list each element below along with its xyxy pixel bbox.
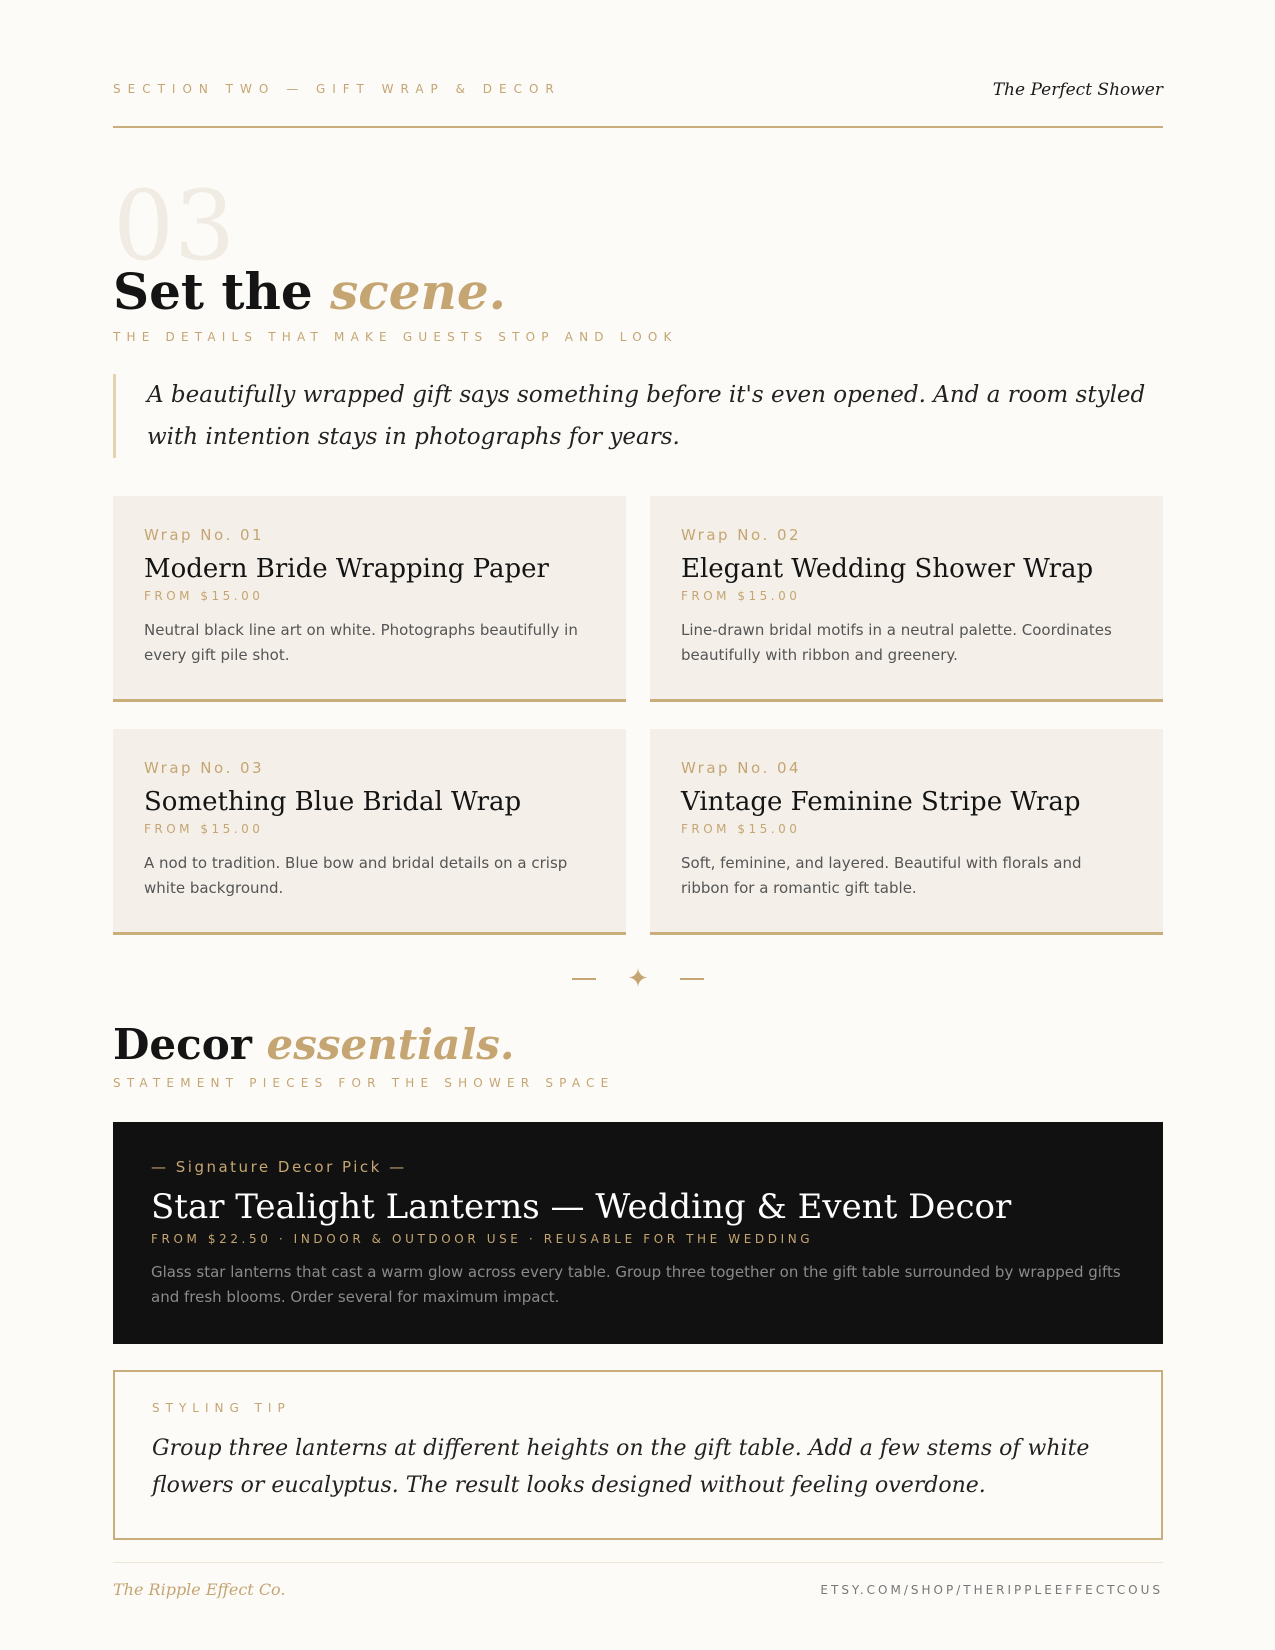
wrap-card-price: FROM $15.00	[144, 589, 264, 603]
feature-kicker: — Signature Decor Pick —	[151, 1158, 407, 1176]
section-heading	[113, 262, 506, 322]
wrap-card-label: Wrap No. 03	[144, 759, 265, 777]
section-heading-accent: scene.	[330, 262, 507, 321]
pull-quote-text: A beautifully wrapped gift says something before it's even opened. And a room styled with intention stays in photographs for years.	[147, 382, 1146, 450]
wrap-card	[113, 729, 626, 935]
wrap-card-description: Line-drawn bridal motifs in a neutral palette. Coordinates beautifully with ribbon and greenery.	[681, 621, 1112, 664]
section-subtitle: THE DETAILS THAT MAKE GUESTS STOP AND LOOK	[113, 330, 678, 344]
wrap-card	[650, 496, 1163, 702]
decor-heading	[113, 1020, 515, 1070]
page-header	[113, 80, 1163, 102]
footer-brand: The Ripple Effect Co.	[113, 1580, 286, 1599]
page	[113, 0, 1163, 1650]
wrap-card-label: Wrap No. 02	[681, 526, 802, 544]
brand-title: The Perfect Shower	[992, 80, 1163, 100]
wrap-card-label: Wrap No. 01	[144, 526, 265, 544]
wrap-card-label: Wrap No. 04	[681, 759, 802, 777]
styling-tip-label: STYLING TIP	[152, 1401, 291, 1415]
styling-tip-box	[113, 1370, 1163, 1540]
wrap-card-title: Vintage Feminine Stripe Wrap	[681, 787, 1081, 817]
decor-heading-plain: Decor	[113, 1020, 267, 1069]
wrap-card-title: Something Blue Bridal Wrap	[144, 787, 522, 817]
section-heading-plain: Set the	[113, 262, 331, 321]
section-number: 03	[113, 170, 236, 282]
footer-shop-link[interactable]: ETSY.COM/SHOP/THERIPPLEEFFECTCOUS	[820, 1583, 1163, 1597]
ornament-divider	[113, 964, 1163, 994]
footer-divider	[113, 1562, 1163, 1563]
divider-dash-right	[680, 978, 704, 980]
feature-title: Star Tealight Lanterns — Wedding & Event Decor	[151, 1187, 1012, 1227]
section-label: SECTION TWO — GIFT WRAP & DECOR	[113, 82, 561, 96]
wrap-card-title: Elegant Wedding Shower Wrap	[681, 554, 1094, 584]
wrap-card-description: Soft, feminine, and layered. Beautiful with florals and ribbon for a romantic gift table.	[681, 854, 1082, 897]
wrap-card-description: Neutral black line art on white. Photographs beautifully in every gift pile shot.	[144, 621, 578, 664]
header-divider	[113, 126, 1163, 128]
feature-description: Glass star lanterns that cast a warm glow across every table. Group three together on the gift table surrounded by wrapped gifts and fresh blooms. Order several for maximum impact.	[151, 1263, 1121, 1306]
wrap-card	[113, 496, 626, 702]
wrap-card-price: FROM $15.00	[681, 822, 801, 836]
wrap-card-description: A nod to tradition. Blue bow and bridal details on a crisp white background.	[144, 854, 568, 897]
star-icon: ✦	[627, 964, 649, 994]
wrap-card	[650, 729, 1163, 935]
decor-heading-accent: essentials.	[266, 1020, 515, 1069]
wrap-card-price: FROM $15.00	[144, 822, 264, 836]
divider-dash-left	[572, 978, 596, 980]
pull-quote	[113, 374, 1163, 458]
decor-subtitle: STATEMENT PIECES FOR THE SHOWER SPACE	[113, 1076, 615, 1090]
wrap-card-price: FROM $15.00	[681, 589, 801, 603]
wrap-card-title: Modern Bride Wrapping Paper	[144, 554, 549, 584]
feature-card	[113, 1122, 1163, 1344]
styling-tip-text: Group three lanterns at different heights on the gift table. Add a few stems of white flowers or eucalyptus. The result looks designed without feeling overdone.	[152, 1436, 1090, 1498]
feature-meta: FROM $22.50 · INDOOR & OUTDOOR USE · REUSABLE FOR THE WEDDING	[151, 1232, 814, 1246]
